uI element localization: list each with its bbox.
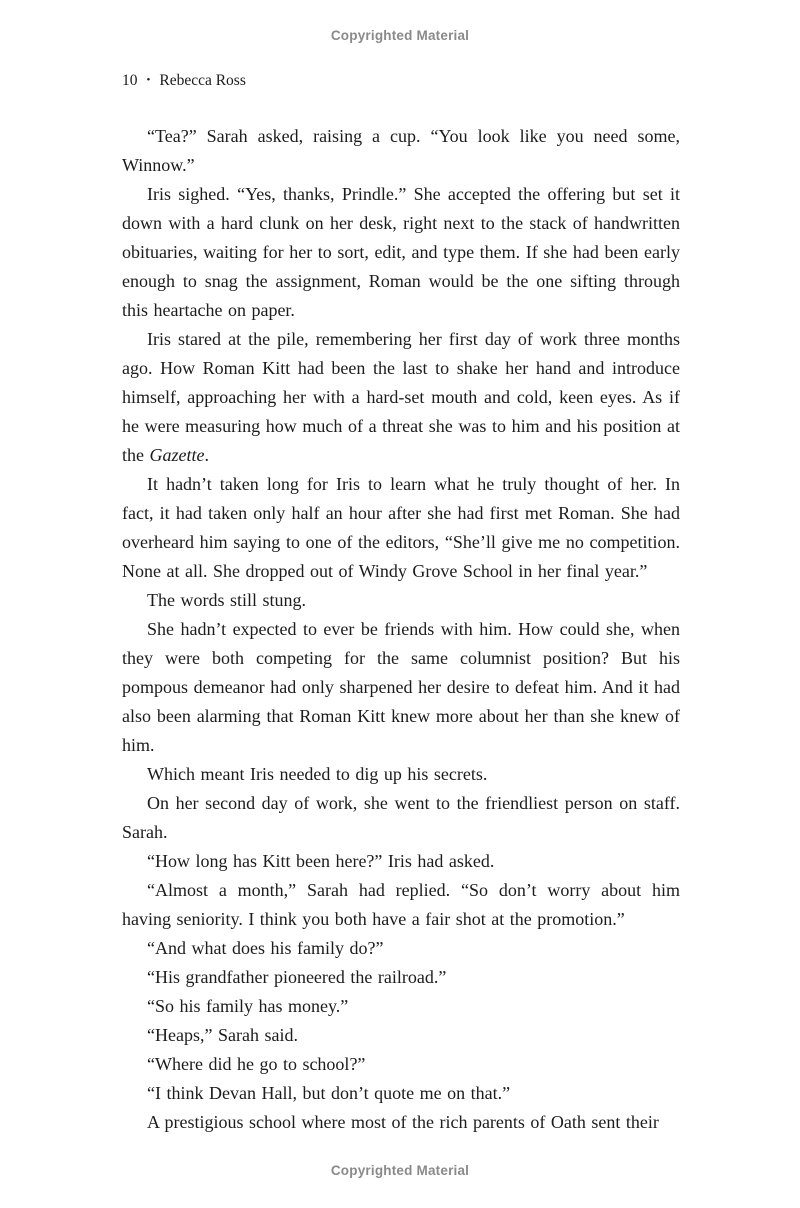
copyright-notice-bottom: Copyrighted Material: [330, 1163, 470, 1178]
paragraph: [122, 1108, 680, 1137]
text-run: “I think Devan Hall, but don’t quote me on that.”: [147, 1083, 511, 1103]
paragraph: [122, 180, 680, 325]
text-run: “And what does his family do?”: [147, 938, 384, 958]
page-body: [122, 122, 680, 1137]
paragraph: [122, 1021, 680, 1050]
paragraph: [122, 934, 680, 963]
paragraph: [122, 470, 680, 586]
paragraph: [122, 586, 680, 615]
paragraph: [122, 847, 680, 876]
paragraph: [122, 876, 680, 934]
paragraph: [122, 325, 680, 470]
running-header: [122, 72, 246, 90]
italic-text-run: Gazette: [149, 445, 205, 465]
text-run: “Where did he go to school?”: [147, 1054, 366, 1074]
text-run: “His grandfather pioneered the railroad.”: [147, 967, 447, 987]
text-run: “Almost a month,” Sarah had replied. “So don’t worry about him having seniority. I think you both have a fair shot at the promotion.”: [122, 880, 680, 929]
paragraph: [122, 760, 680, 789]
paragraph: [122, 1050, 680, 1079]
author-name: Rebecca Ross: [159, 72, 246, 89]
text-run: Iris stared at the pile, remembering her first day of work three months ago. How Roman Kitt had been the last to shake her hand and introduce himself, approaching her with a hard-set mouth and cold, keen eyes. As if he were measuring how much of a threat she was to him and his position at the: [122, 329, 680, 465]
text-run: Iris sighed. “Yes, thanks, Prindle.” She accepted the offering but set it down with a hard clunk on her desk, right next to the stack of handwritten obituaries, waiting for her to sort, edit, and type them. If she had been early enough to snag the assignment, Roman would be the one sifting through this heartache on paper.: [122, 184, 680, 320]
paragraph: [122, 992, 680, 1021]
paragraph: [122, 789, 680, 847]
text-run: “Heaps,” Sarah said.: [147, 1025, 298, 1045]
paragraph: [122, 615, 680, 760]
text-run: The words still stung.: [147, 590, 306, 610]
text-run: .: [204, 445, 209, 465]
text-run: “So his family has money.”: [147, 996, 349, 1016]
text-run: Which meant Iris needed to dig up his secrets.: [147, 764, 488, 784]
text-run: “How long has Kitt been here?” Iris had asked.: [147, 851, 495, 871]
text-run: It hadn’t taken long for Iris to learn what he truly thought of her. In fact, it had taken only half an hour after she had first met Roman. She had overheard him saying to one of the editors, “She’ll give me no competition. None at all. She dropped out of Windy Grove School in her final year.”: [122, 474, 680, 581]
paragraph: [122, 963, 680, 992]
header-separator-dot: •: [146, 74, 151, 86]
text-run: On her second day of work, she went to the friendliest person on staff. Sarah.: [122, 793, 680, 842]
copyright-notice-top: Copyrighted Material: [330, 28, 470, 43]
text-run: She hadn’t expected to ever be friends with him. How could she, when they were both competing for the same columnist position? But his pompous demeanor had only sharpened her desire to defeat him. And it had also been alarming that Roman Kitt knew more about her than she knew of him.: [122, 619, 680, 755]
paragraph: [122, 122, 680, 180]
page-number: 10: [122, 72, 138, 89]
paragraph: [122, 1079, 680, 1108]
text-run: A prestigious school where most of the rich parents of Oath sent their: [147, 1112, 659, 1132]
text-run: “Tea?” Sarah asked, raising a cup. “You look like you need some, Winnow.”: [122, 126, 680, 175]
